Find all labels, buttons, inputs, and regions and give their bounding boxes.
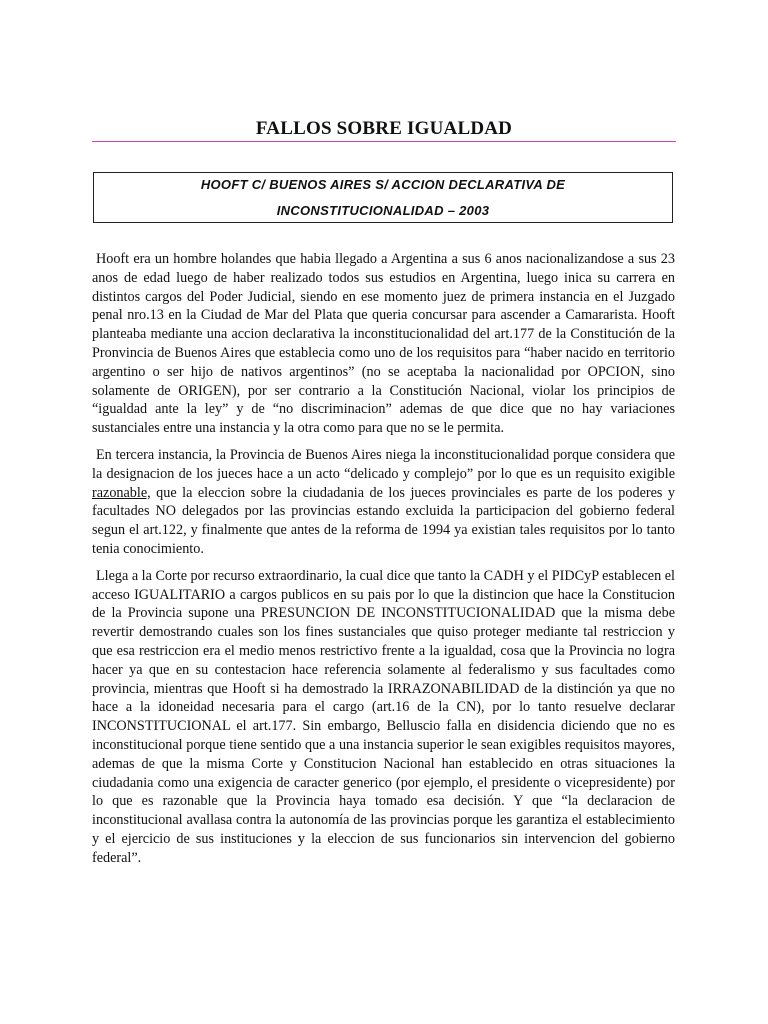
paragraph-third-instance-part-2: que la eleccion sobre la ciudadania de los jueces provinciales es parte de los poderes y facultades NO delegados por las provincias estando excluida la participacion del gobierno federal segun el art.122, y finalmente que antes de la reforma de 1994 ya existian tales requisitos por lo tanto tenia conocimiento. bbox=[92, 484, 675, 557]
case-heading-box bbox=[93, 172, 673, 223]
paragraph-third-instance bbox=[92, 446, 675, 559]
case-heading-line-2: INCONSTITUCIONALIDAD – 2003 bbox=[276, 202, 490, 218]
title-underline-rule bbox=[92, 141, 676, 142]
document-body bbox=[92, 250, 675, 876]
paragraph-third-instance-part-1: En tercera instancia, la Provincia de Buenos Aires niega la inconstitucionalidad porque considera que la designacion de los jueces hace a un acto “delicado y complejo” por lo que es un requisito exigible bbox=[92, 446, 675, 482]
paragraph-supreme-court: Llega a la Corte por recurso extraordinario, la cual dice que tanto la CADH y el PIDCyP establecen el acceso IGUALITARIO a cargos publicos en su pais por lo que la distincion que hace la Constitucion de la Provincia supone una PRESUNCION DE INCONSTITUCIONALIDAD que la misma debe revertir demostrando cuales son los fines sustanciales que quiso proteger mediante tal restriccion y que esa restriccion era el medio menos restrictivo frente a la igualdad, cosa que la Provincia no logra hacer ya que en su contestacion hace referencia solamente al federalismo y sus facultades como provincia, mientras que Hooft si ha demostrado la IRRAZONABILIDAD de la distinción ya que no hace a la idoneidad necesaria para el cargo (art.16 de la CN), por lo tanto resuelve declarar INCONSTITUCIONAL el art.177. Sin embargo, Belluscio falla en disidencia diciendo que no es inconstitucional porque tiene sentido que a una instancia superior le sean exigibles requisitos mayores, ademas de que la misma Corte y Constitucion Nacional han establecido en otras situaciones la ciudadania como una exigencia de caracter generico (por ejemplo, el presidente o vicepresidente) por lo que es razonable que la Provincia haya tomado esa decisión. Y que “la declaracion de inconstitucional avallasa contra la autonomía de las provincias porque les garantiza el establecimiento y el ejercicio de sus instituciones y la eleccion de sus funcionarios sin intervencion del gobierno federal”. bbox=[92, 567, 675, 866]
case-heading-line-1: HOOFT C/ BUENOS AIRES S/ ACCION DECLARATIVA DE bbox=[200, 176, 566, 192]
document-title: FALLOS SOBRE IGUALDAD bbox=[255, 118, 513, 139]
paragraph-facts: Hooft era un hombre holandes que habia llegado a Argentina a sus 6 anos nacionalizandose a sus 23 anos de edad luego de haber realizado todos sus estudios en Argentina, luego inica su carrera en distintos cargos del Poder Judicial, siendo en ese momento juez de primera instancia en el Juzgado penal nro.13 en la Ciudad de Mar del Plata que queria concursar para ascender a Camararista. Hooft planteaba mediante una accion declarativa la inconstitucionalidad del art.177 de la Constitución de la Pronvincia de Buenos Aires que establecia como uno de los requisitos para “haber nacido en territorio argentino o ser hijo de nativos argentinos” (no se aceptaba la nacionalidad por OPCION, sino solamente de ORIGEN), por ser contrario a la Constitución Nacional, violar los principios de “igualdad ante la ley” y de “no discriminacion” ademas de que dice que no hay variaciones sustanciales entre una instancia y la otra como para que no se le permita. bbox=[92, 251, 675, 437]
underlined-word-razonable: razonable, bbox=[92, 484, 151, 501]
